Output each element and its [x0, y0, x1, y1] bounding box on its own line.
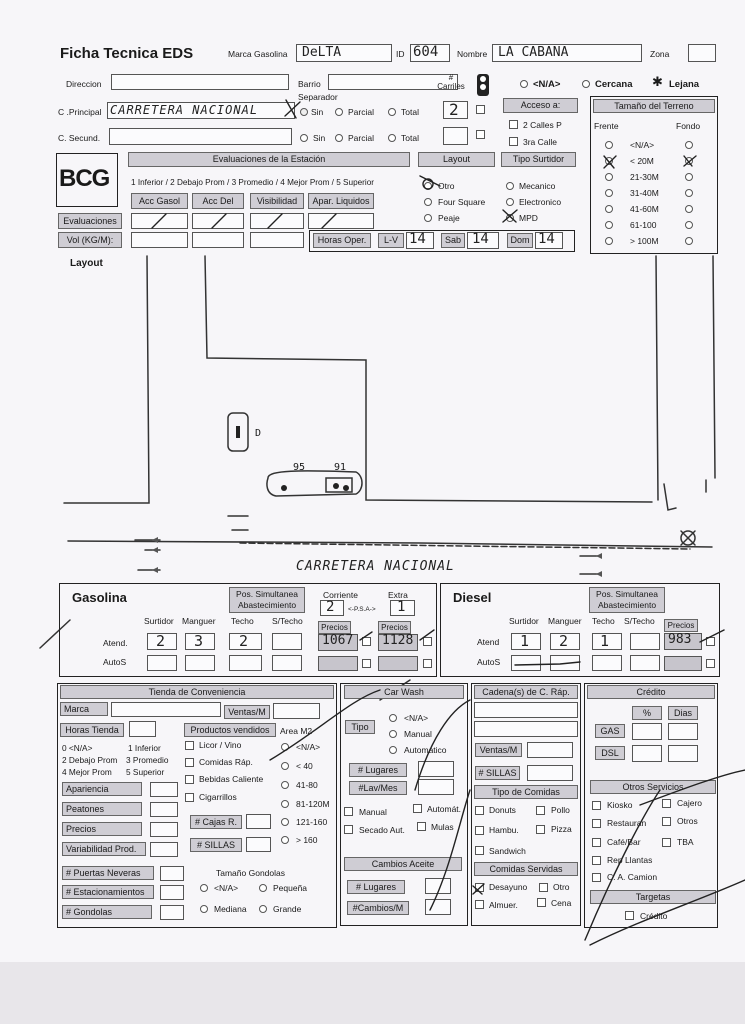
hours-value: 14 — [409, 231, 426, 247]
days-label: Dom — [507, 233, 533, 248]
terrain-size-label: 31-40M — [630, 188, 659, 198]
carwash-header: Car Wash — [344, 685, 464, 699]
far-check-mark-icon: ✱ — [652, 74, 663, 89]
eval-col-header: Visibilidad — [250, 193, 304, 209]
corriente-label: Corriente — [323, 590, 358, 600]
lug2-label: # Lugares — [347, 880, 405, 894]
diesel-title: Diesel — [453, 590, 492, 605]
sec-parcial-label: Parcial — [348, 133, 374, 143]
pct-label: % — [632, 706, 662, 720]
pump-a-label: 95 — [293, 462, 306, 473]
neighborhood-label: Barrio — [298, 79, 321, 89]
service-label: C. A. Camion — [607, 872, 658, 882]
gond-label: Tamaño Gondolas — [216, 868, 285, 878]
extra-label: Extra — [388, 590, 408, 600]
product-label: Bebidas Caliente — [199, 774, 264, 784]
access-header: Acceso a: — [503, 98, 578, 113]
car-label: D — [255, 428, 262, 439]
diesel-col-label: Manguer — [548, 616, 582, 626]
area-option: > 160 — [296, 835, 318, 845]
principal-label: C .Principal — [58, 107, 102, 117]
wash-check-label: Automát. — [427, 804, 462, 814]
scale-item: 1 Inferior — [128, 743, 161, 753]
eval-col-header: Acc Gasol — [131, 193, 188, 209]
credit-row-label: GAS — [595, 724, 625, 738]
sec-sin-label: Sin — [313, 133, 326, 143]
access-3ra-label: 3ra Calle — [523, 137, 558, 147]
service-label: Rep Llantas — [607, 855, 653, 865]
diesel-price-header: Precios — [664, 619, 698, 632]
gas-price-value: 1067 — [322, 633, 354, 648]
terrain-size-label: 61-100 — [630, 220, 657, 230]
service-label: TBA — [677, 837, 694, 847]
lanes-label: # Carriles — [437, 73, 465, 91]
terrain-size-label: > 100M — [630, 236, 659, 246]
service-label: Cajero — [677, 798, 703, 808]
bcg-logo: BCG — [59, 165, 110, 192]
ventas-label: Ventas/M — [224, 705, 270, 719]
gas-price-header: Precios — [378, 621, 411, 634]
eval-row-header: Vol (KG/M): — [58, 232, 122, 248]
service-label: Café/Bar — [607, 837, 641, 847]
sep-total-label: Total — [401, 107, 419, 117]
hours-value: 14 — [472, 231, 489, 247]
cambios-header: Cambios Aceite — [344, 857, 462, 871]
horas-label: Horas Tienda — [60, 723, 124, 737]
evals-header: Evaluaciones de la Estación — [128, 152, 410, 167]
camb-label: #Cambios/M — [347, 901, 409, 915]
meal-label: Cena — [551, 898, 572, 908]
eval-col-header: Acc Del — [192, 193, 244, 209]
gas-pos-header: Pos. Simultanea Abastecimiento — [229, 587, 305, 613]
count-label: # Gondolas — [62, 905, 152, 919]
gas-value: 3 — [194, 632, 204, 650]
cadena-sillas-label: # SILLAS — [475, 766, 520, 780]
far-label: Lejana — [669, 79, 700, 90]
id-label: ID — [396, 49, 405, 59]
eval-col-header: Apar. Liquidos — [308, 193, 374, 209]
terrain-size-label: < 20M — [630, 156, 654, 166]
rating-label: Apariencia — [62, 782, 142, 796]
extra-value: 1 — [397, 599, 406, 615]
area-option: 41-80 — [296, 780, 318, 790]
servidas-header: Comidas Servidas — [474, 862, 578, 876]
food-label: Pollo — [551, 805, 570, 815]
scale-item: 5 Superior — [126, 767, 165, 777]
area-option: 121-160 — [296, 817, 328, 827]
sillas-label: # SILLAS — [190, 838, 242, 852]
tipo-label: Tipo — [345, 720, 375, 734]
scale-item: 3 Promedio — [126, 755, 169, 765]
near-label: Cercana — [595, 79, 633, 90]
diesel-atend-label: Atend — [477, 637, 500, 647]
gond-option: <N/A> — [214, 883, 239, 893]
meal-label: Otro — [553, 882, 570, 892]
credito-label: Crédito — [640, 911, 668, 921]
service-label: Kiosko — [607, 800, 633, 810]
rating-label: Precios — [62, 822, 142, 836]
sec-total-label: Total — [401, 133, 419, 143]
count-label: # Puertas Neveras — [62, 866, 154, 880]
gas-price-value: 1128 — [382, 633, 414, 648]
terrain-size-label: <N/A> — [630, 140, 655, 150]
name-value: LA CABANA — [498, 45, 569, 60]
area-option: <N/A> — [296, 742, 321, 752]
gasolina-title: Gasolina — [72, 590, 127, 605]
food-label: Pizza — [551, 824, 572, 834]
wash-option: Automatico — [404, 745, 447, 755]
evals-scale: 1 Inferior / 2 Debajo Prom / 3 Promedio / 4 Mejor Prom / 5 Superior — [131, 178, 374, 187]
gas-col-label: Surtidor — [144, 616, 174, 626]
separator-label: Separador — [298, 92, 338, 102]
terrain-size-label: 41-60M — [630, 204, 659, 214]
gas-autos-label: AutoS — [103, 657, 127, 667]
diesel-col-label: S/Techo — [624, 616, 655, 626]
secondary-label: C. Secund. — [58, 133, 101, 143]
area-option: < 40 — [296, 761, 313, 771]
access-2calles-label: 2 Calles P — [523, 120, 562, 130]
layout-peaje-label: Peaje — [438, 213, 460, 223]
dispenser-electronico-label: Electronico — [519, 197, 562, 207]
hours-header: Horas Oper. — [313, 233, 371, 248]
diesel-autos-label: AutoS — [477, 657, 501, 667]
layout-otro-label: Otro — [438, 181, 455, 191]
cajas-label: # Cajas R. — [190, 815, 242, 829]
food-label: Donuts — [489, 805, 516, 815]
area-option: 81-120M — [296, 799, 330, 809]
terrain-back-label: Fondo — [676, 121, 701, 131]
gas-col-label: S/Techo — [272, 616, 303, 626]
wash-check-label: Manual — [359, 807, 387, 817]
terrain-header: Tamaño del Terreno — [593, 99, 715, 113]
count-label: # Estacionamientos — [62, 885, 154, 899]
diesel-col-label: Techo — [592, 616, 615, 626]
psa-label: <-P.S.A-> — [348, 606, 376, 613]
area-label: Area M2 — [280, 726, 313, 736]
marca-label: Marca — [60, 702, 108, 716]
scale-item: 0 <N/A> — [62, 743, 93, 753]
lugares-label: # Lugares — [349, 763, 407, 777]
corriente-value: 2 — [326, 599, 335, 615]
food-label: Hambu. — [489, 825, 519, 835]
brand-value: DeLTA — [302, 45, 342, 60]
gas-value: 2 — [156, 632, 166, 650]
id-value: 604 — [413, 44, 439, 60]
diesel-price-value: 983 — [668, 632, 692, 647]
dispenser-mpd-label: MPD — [519, 213, 538, 223]
na-label: <N/A> — [533, 79, 561, 90]
gond-option: Pequeña — [273, 883, 308, 893]
zone-label: Zona — [650, 49, 670, 59]
cadena-header: Cadena(s) de C. Ráp. — [474, 685, 578, 699]
hours-value: 14 — [538, 231, 555, 247]
diesel-pos-header: Pos. Simultanea Abastecimiento — [589, 587, 665, 613]
targetas-header: Targetas — [590, 890, 716, 904]
gas-value: 2 — [239, 632, 249, 650]
days-label: L-V — [378, 233, 404, 248]
credito-header: Crédito — [587, 685, 715, 699]
eval-row-header: Evaluaciones — [58, 213, 122, 229]
service-label: Restauran — [607, 818, 647, 828]
form-title: Ficha Tecnica EDS — [60, 45, 194, 62]
diesel-value: 2 — [559, 632, 569, 650]
brand-label: Marca Gasolina — [228, 49, 288, 59]
wash-check-label: Mulas — [431, 822, 454, 832]
productos-header: Productos vendidos — [184, 723, 276, 737]
gond-option: Mediana — [214, 904, 247, 914]
wash-option: Manual — [404, 729, 432, 739]
terrain-front-label: Frente — [594, 121, 619, 131]
comidas-header: Tipo de Comidas — [474, 785, 578, 799]
gas-col-label: Techo — [231, 616, 254, 626]
gas-col-label: Manguer — [182, 616, 216, 626]
gas-atend-label: Atend. — [103, 638, 128, 648]
gas-price-header: Precios — [318, 621, 351, 634]
layout-title: Layout — [70, 258, 103, 269]
product-label: Comidas Ráp. — [199, 757, 253, 767]
pump-b-label: 91 — [334, 462, 347, 473]
name-label: Nombre — [457, 49, 488, 59]
tienda-header: Tienda de Conveniencia — [60, 685, 334, 699]
product-label: Cigarrillos — [199, 792, 237, 802]
diesel-value: 1 — [600, 632, 610, 650]
food-label: Sandwich — [489, 846, 526, 856]
dias-label: Dias — [668, 706, 698, 720]
terrain-size-label: 21-30M — [630, 172, 659, 182]
gond-option: Grande — [273, 904, 302, 914]
credit-row-label: DSL — [595, 746, 625, 760]
road-label: CARRETERA NACIONAL — [296, 559, 455, 574]
scale-item: 2 Debajo Prom — [62, 755, 118, 765]
otros-header: Otros Servicios — [590, 780, 716, 794]
days-label: Sab — [441, 233, 465, 248]
wash-option: <N/A> — [404, 713, 429, 723]
lanes-value: 2 — [449, 100, 459, 119]
dispenser-header: Tipo Surtidor — [501, 152, 576, 167]
cadena-ventas-label: Ventas/M — [475, 743, 522, 757]
rating-label: Peatones — [62, 802, 142, 816]
meal-label: Desayuno — [489, 882, 528, 892]
wash-check-label: Secado Aut. — [359, 825, 405, 835]
meal-label: Almuer. — [489, 900, 518, 910]
principal-value: CARRETERA NACIONAL — [110, 103, 259, 117]
service-label: Otros — [677, 816, 698, 826]
layout-four-square-label: Four Square — [438, 197, 486, 207]
layout-header: Layout — [418, 152, 495, 167]
product-label: Licor / Vino — [199, 740, 242, 750]
rating-label: Variabilidad Prod. — [62, 842, 146, 856]
diesel-value: 1 — [520, 632, 530, 650]
sep-parcial-label: Parcial — [348, 107, 374, 117]
sep-sin-label: Sin — [311, 107, 324, 117]
lav-label: #Lav/Mes — [349, 781, 407, 795]
diesel-col-label: Surtidor — [509, 616, 539, 626]
address-label: Direccion — [66, 79, 102, 89]
scale-item: 4 Mejor Prom — [62, 767, 112, 777]
dispenser-mecanico-label: Mecanico — [519, 181, 556, 191]
